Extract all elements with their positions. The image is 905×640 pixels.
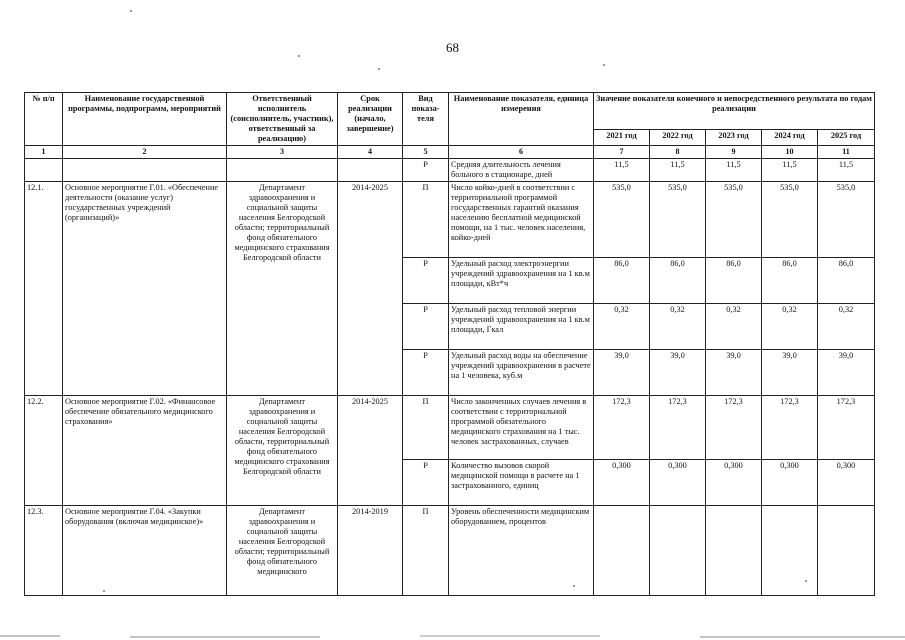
indicator-type: Р	[403, 460, 449, 506]
indicator-value: 11,5	[818, 159, 875, 182]
measure-executor: Департамент здравоохранения и социальной защиты населения Белгородской области; территориальный фонд обязательного медицинского	[227, 506, 338, 596]
column-number: 9	[706, 146, 762, 159]
indicator-text: Число койко-дней в соответствии с территориальной программой государственных гарантий оказания населению бесплатной медицинской помощи, на 1 тыс. человек населения, койко-дней	[449, 182, 594, 258]
indicator-text: Удельный расход тепловой энергии учреждений здравоохранения на 1 кв.м площади, Гкал	[449, 304, 594, 350]
column-number: 5	[403, 146, 449, 159]
indicator-value: 0,32	[706, 304, 762, 350]
table-row	[25, 159, 875, 182]
scan-edge-lines	[0, 628, 905, 640]
column-number: 4	[338, 146, 403, 159]
indicator-text: Количество вызовов скорой медицинской помощи в расчете на 1 застрахованного, единиц	[449, 460, 594, 506]
indicator-value	[762, 506, 818, 596]
header-year: 2021 год	[594, 130, 650, 146]
empty-cell	[338, 159, 403, 182]
indicator-text: Уровень обеспеченности медицинским оборудованием, процентов	[449, 506, 594, 596]
indicator-text: Удельный расход воды на обеспечение учреждений здравоохранения в расчете на 1 человека, куб.м	[449, 350, 594, 396]
indicator-value: 0,300	[762, 460, 818, 506]
indicator-value: 86,0	[706, 258, 762, 304]
header-values-group: Значение показателя конечного и непосредственного результата по годам реализации	[594, 93, 875, 130]
indicator-value: 86,0	[650, 258, 706, 304]
empty-cell	[227, 159, 338, 182]
column-numbers-row	[25, 146, 875, 159]
indicator-text: Средняя длительность лечения больного в стационаре, дней	[449, 159, 594, 182]
measure-number: 12.1.	[25, 182, 63, 396]
empty-cell	[25, 159, 63, 182]
indicator-value: 0,32	[594, 304, 650, 350]
header-year: 2023 год	[706, 130, 762, 146]
header-year: 2022 год	[650, 130, 706, 146]
indicator-text: Число законченных случаев лечения в соответствии с территориальной программой обязательного медицинского страхования на 1 тыс. человек застрахованных, случаев	[449, 396, 594, 460]
column-number: 8	[650, 146, 706, 159]
indicator-value: 172,3	[818, 396, 875, 460]
measure-name: Основное мероприятие Г.04. «Закупки оборудования (включая медицинское)»	[63, 506, 227, 596]
indicator-value: 39,0	[650, 350, 706, 396]
indicator-type: П	[403, 506, 449, 596]
scan-speck	[298, 55, 300, 57]
indicator-value	[594, 506, 650, 596]
indicator-value: 11,5	[762, 159, 818, 182]
header-year: 2025 год	[818, 130, 875, 146]
indicator-value: 535,0	[818, 182, 875, 258]
indicator-value: 39,0	[818, 350, 875, 396]
indicator-value	[706, 506, 762, 596]
scan-speck	[603, 64, 605, 66]
indicators-table	[24, 92, 875, 596]
indicator-value	[650, 506, 706, 596]
indicator-value: 11,5	[650, 159, 706, 182]
indicator-value: 535,0	[650, 182, 706, 258]
indicator-value: 535,0	[706, 182, 762, 258]
measure-term: 2014-2019	[338, 506, 403, 596]
indicator-value: 86,0	[594, 258, 650, 304]
measure-term: 2014-2025	[338, 396, 403, 506]
column-number: 2	[63, 146, 227, 159]
indicator-type: Р	[403, 350, 449, 396]
scan-speck	[378, 68, 380, 70]
indicator-value: 86,0	[762, 258, 818, 304]
measure-executor: Департамент здравоохранения и социальной защиты населения Белгородской области; территориальный фонд обязательного медицинского страхования Белгородской области	[227, 182, 338, 396]
header-executor: Ответственный исполнитель (соисполнитель, участник), ответственный за реализацию)	[227, 93, 338, 146]
table-row	[25, 396, 875, 460]
column-number: 11	[818, 146, 875, 159]
indicator-type: Р	[403, 159, 449, 182]
header-program: Наименование государственной программы, подпрограмм, мероприятий	[63, 93, 227, 146]
indicator-value: 11,5	[594, 159, 650, 182]
column-number: 3	[227, 146, 338, 159]
header-term: Срок реализации (начало, завершение)	[338, 93, 403, 146]
table-row	[25, 182, 875, 258]
indicator-value: 0,32	[762, 304, 818, 350]
indicator-type: П	[403, 396, 449, 460]
indicator-text: Удельный расход электроэнергии учреждений здравоохранения на 1 кв.м площади, кВт*ч	[449, 258, 594, 304]
indicator-value: 535,0	[762, 182, 818, 258]
column-number: 10	[762, 146, 818, 159]
indicator-value: 0,32	[650, 304, 706, 350]
measure-number: 12.2.	[25, 396, 63, 506]
scan-speck	[130, 10, 132, 12]
column-number: 7	[594, 146, 650, 159]
page-number: 68	[446, 40, 459, 55]
indicator-value: 39,0	[594, 350, 650, 396]
indicator-value: 39,0	[706, 350, 762, 396]
measure-term: 2014-2025	[338, 182, 403, 396]
indicator-value: 0,300	[650, 460, 706, 506]
indicator-value: 0,300	[594, 460, 650, 506]
indicator-value: 172,3	[762, 396, 818, 460]
indicator-value: 39,0	[762, 350, 818, 396]
table-row	[25, 506, 875, 596]
measure-name: Основное мероприятие Г.02. «Финансовое обеспечение обязательного медицинского страхования»	[63, 396, 227, 506]
indicator-type: П	[403, 182, 449, 258]
measure-name: Основное мероприятие Г.01. «Обеспечение деятельности (оказание услуг) государственных учреждений (организаций)»	[63, 182, 227, 396]
indicator-value: 0,300	[818, 460, 875, 506]
indicator-value: 0,300	[706, 460, 762, 506]
indicator-value: 172,3	[650, 396, 706, 460]
header-indicator: Наименование показателя, единица измерения	[449, 93, 594, 146]
header-num: № п/п	[25, 93, 63, 146]
indicator-value: 86,0	[818, 258, 875, 304]
indicator-value: 172,3	[706, 396, 762, 460]
indicator-value: 535,0	[594, 182, 650, 258]
header-type: Вид показа-теля	[403, 93, 449, 146]
measure-executor: Департамент здравоохранения и социальной защиты населения Белгородской области, территориальный фонд обязательного медицинского страхования Белгородской области	[227, 396, 338, 506]
indicator-type: Р	[403, 258, 449, 304]
indicator-value: 11,5	[706, 159, 762, 182]
empty-cell	[63, 159, 227, 182]
measure-number: 12.3.	[25, 506, 63, 596]
indicator-value: 0,32	[818, 304, 875, 350]
indicator-type: Р	[403, 304, 449, 350]
column-number: 6	[449, 146, 594, 159]
column-number: 1	[25, 146, 63, 159]
indicator-value: 172,3	[594, 396, 650, 460]
header-year: 2024 год	[762, 130, 818, 146]
indicator-value	[818, 506, 875, 596]
